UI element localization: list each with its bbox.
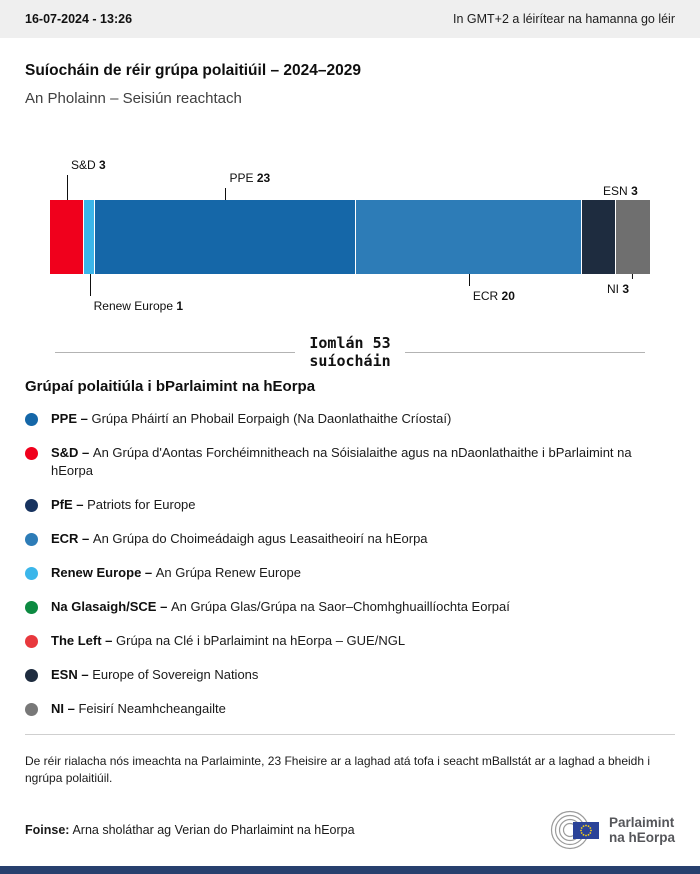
bottom-labels — [50, 274, 650, 318]
total-line1: Iomlán 53 — [309, 334, 391, 352]
footnote: De réir rialacha nós imeachta na Parlaiminte, 23 Fheisire ar a laghad atá tofa i seacht mBallstát ar a laghad a bheidh i ngrúpa polaitiúil. — [25, 754, 651, 785]
legend-dot-pfe — [25, 499, 38, 512]
legend-label-ecr: ECR – An Grúpa do Choimeádaigh agus Leasaitheoirí na hEorpa — [51, 531, 428, 546]
legend-item-esn — [25, 666, 675, 684]
ep-logo — [546, 807, 675, 853]
segment-label-ni: NI 3 — [607, 274, 633, 296]
segment-label-s-d: S&D 3 — [67, 158, 106, 200]
legend-label-sd: S&D – An Grúpa d'Aontas Forchéimnitheach na Sóisialaithe agus na nDaonlathaithe i bParlaimint na hEorpa — [51, 445, 632, 478]
legend-item-ppe — [25, 410, 675, 428]
seat-chart — [50, 158, 650, 318]
source-text: Arna sholáthar ag Verian do Pharlaimint na hEorpa — [72, 823, 355, 837]
ep-logo-line2: na hEorpa — [608, 830, 675, 845]
total-line2: suíocháin — [309, 352, 391, 370]
total-seats-label — [309, 334, 390, 370]
stacked-bar — [50, 200, 650, 274]
legend-label-the-left: The Left – Grúpa na Clé i bParlaimint na hEorpa – GUE/NGL — [51, 633, 406, 648]
topbar — [0, 0, 700, 38]
legend-dot-renew — [25, 567, 38, 580]
bar-segment-renew-europe[interactable] — [84, 200, 95, 274]
legend-item-sd — [25, 444, 675, 480]
segment-label-ecr: ECR 20 — [469, 274, 515, 303]
legend-dot-sd — [25, 447, 38, 460]
bar-segment-s-d[interactable] — [50, 200, 84, 274]
legend-item-renew — [25, 564, 675, 582]
legend-label-ni: NI – Feisirí Neamhcheangailte — [51, 701, 226, 716]
segment-label-renew-europe: Renew Europe 1 — [90, 274, 183, 313]
top-labels — [50, 158, 650, 200]
total-divider-left — [55, 352, 295, 353]
total-divider-right — [405, 352, 645, 353]
source-label: Foinse: — [25, 823, 70, 837]
page-subtitle: An Pholainn – Seisiún reachtach — [25, 90, 242, 107]
ep-hemicycle-icon — [546, 807, 602, 853]
ep-logo-line1: Parlaimint — [608, 815, 675, 830]
legend-dot-ppe — [25, 413, 38, 426]
legend-item-ecr — [25, 530, 675, 548]
ep-logo-text — [609, 815, 675, 845]
legend-item-the-left — [25, 632, 675, 650]
segment-label-esn: ESN 3 — [603, 184, 638, 198]
page-title: Suíocháin de réir grúpa polaitiúil – 2024–2029 — [25, 62, 361, 79]
main-content — [0, 62, 700, 853]
legend-dot-the-left — [25, 635, 38, 648]
bar-segment-ecr[interactable] — [356, 200, 582, 274]
legend-dot-esn — [25, 669, 38, 682]
timestamp: 16-07-2024 - 13:26 — [25, 12, 133, 26]
source-row — [25, 807, 675, 853]
legend-label-pfe: PfE – Patriots for Europe — [51, 497, 196, 512]
segment-label-ppe: PPE 23 — [225, 171, 270, 200]
timezone-note: In GMT+2 a léirítear na hamanna go léir — [453, 12, 675, 26]
legend-item-greens-efa — [25, 598, 675, 616]
bar-segment-esn[interactable] — [582, 200, 616, 274]
legend-label-esn: ESN – Europe of Sovereign Nations — [51, 667, 259, 682]
total-seats — [25, 334, 675, 370]
bar-segment-ppe[interactable] — [95, 200, 355, 274]
legend-label-ppe: PPE – Grúpa Pháirtí an Phobail Eorpaigh (Na Daonlathaithe Críostaí) — [51, 411, 452, 426]
legend-label-greens-efa: Na Glasaigh/SCE – An Grúpa Glas/Grúpa na Saor–Chomhghuaillíochta Eorpaí — [51, 599, 510, 614]
legend-item-ni — [25, 700, 675, 718]
legend-dot-greens-efa — [25, 601, 38, 614]
legend-heading: Grúpaí polaitiúla i bParlaimint na hEorpa — [25, 378, 316, 395]
bottom-accent-bar — [0, 866, 700, 874]
legend-dot-ni — [25, 703, 38, 716]
legend-dot-ecr — [25, 533, 38, 546]
legend-label-renew: Renew Europe – An Grúpa Renew Europe — [51, 565, 302, 580]
legend-list — [25, 410, 675, 718]
source — [25, 823, 355, 837]
legend-item-pfe — [25, 496, 675, 514]
divider — [25, 734, 675, 735]
bar-segment-ni[interactable] — [616, 200, 650, 274]
